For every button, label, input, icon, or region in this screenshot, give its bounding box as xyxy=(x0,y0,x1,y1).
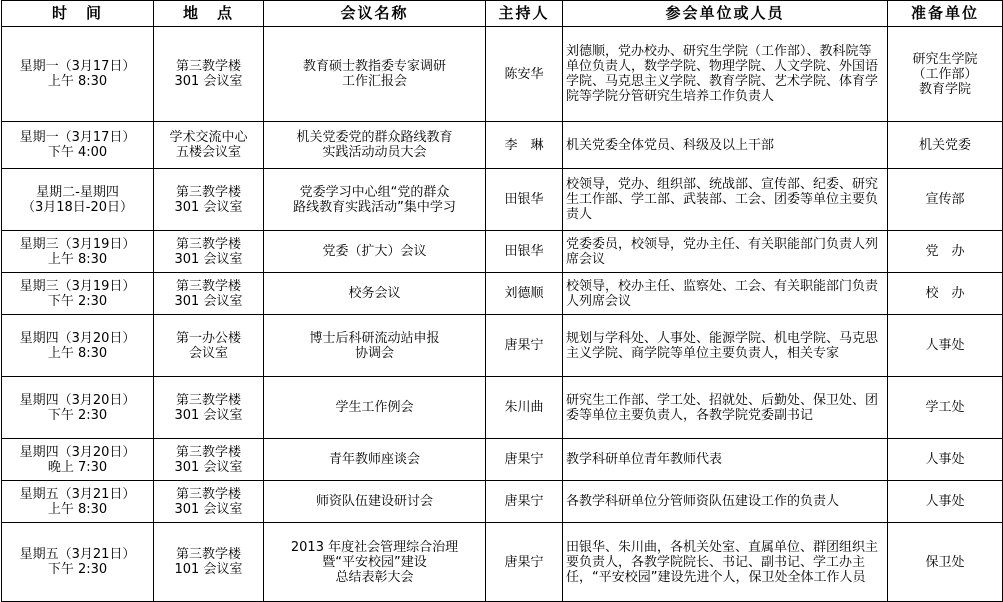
cell-place xyxy=(154,231,264,273)
cell-time xyxy=(2,273,154,315)
cell-meeting-name xyxy=(264,439,486,481)
header-organizer: 准备单位 xyxy=(888,1,1003,27)
cell-attendees: 刘德顺，党办校办、研究生学院（工作部）、教科院等单位负责人，数学学院、物理学院、人文学院、外国语学院、马克思主义学院、教育学院、艺术学院、体育学院等学院分管研究生培养工作负责人 xyxy=(563,27,888,122)
cell-organizer xyxy=(888,439,1003,481)
cell-time-line: 星期一（3月17日） xyxy=(19,59,136,74)
cell-time-line: （3月18日-20日） xyxy=(21,199,134,215)
cell-place-line: 101 会议室 xyxy=(174,562,243,577)
header-meeting-name: 会议名称 xyxy=(264,1,486,27)
cell-meeting-name-line: 机关党委党的群众路线教育 xyxy=(296,130,453,145)
cell-organizer-line: 人事处 xyxy=(925,338,965,353)
cell-time-line: 下午 2:30 xyxy=(47,293,108,309)
cell-organizer-line: 保卫处 xyxy=(925,554,965,570)
cell-meeting-name-line: 党委（扩大）会议 xyxy=(322,244,427,259)
cell-host: 唐果宁 xyxy=(486,481,563,523)
cell-meeting-name xyxy=(264,27,486,122)
cell-time xyxy=(2,122,154,169)
cell-organizer-line: 宣传部 xyxy=(925,192,965,207)
table-body xyxy=(2,27,1003,602)
cell-place-line: 学术交流中心 xyxy=(169,130,248,145)
cell-time-line: 下午 2:30 xyxy=(47,407,108,423)
cell-time-line: 上午 8:30 xyxy=(47,251,108,267)
cell-attendees: 田银华、朱川曲，各机关处室、直属单位、群团组织主要负责人，各教学院院长、书记、副书记、学工办主任，“平安校园”建设先进个人，保卫处全体工作人员 xyxy=(563,523,888,602)
cell-time-line: 星期三（3月19日） xyxy=(19,278,136,294)
cell-meeting-name-line: 校务会议 xyxy=(348,286,401,301)
cell-time-line: 下午 4:00 xyxy=(47,145,108,160)
cell-time-line: 星期二-星期四 xyxy=(36,184,119,200)
cell-time-line: 下午 2:30 xyxy=(47,562,108,577)
table-row xyxy=(2,273,1003,315)
cell-time-line: 星期一（3月17日） xyxy=(19,130,136,145)
cell-place-line: 301 会议室 xyxy=(174,74,243,89)
cell-attendees: 校领导，校办主任、监察处、工会、有关职能部门负责人列席会议 xyxy=(563,273,888,315)
cell-time xyxy=(2,231,154,273)
cell-place-line: 第三教学楼 xyxy=(175,392,241,408)
cell-time-line: 上午 8:30 xyxy=(47,74,108,89)
cell-place-line: 301 会议室 xyxy=(174,501,243,517)
cell-meeting-name xyxy=(264,315,486,377)
cell-organizer xyxy=(888,523,1003,602)
cell-place-line: 第三教学楼 xyxy=(175,184,241,200)
cell-time-line: 上午 8:30 xyxy=(47,345,108,361)
cell-organizer xyxy=(888,27,1003,122)
cell-attendees: 各教学科研单位分管师资队伍建设工作的负责人 xyxy=(563,481,888,523)
cell-organizer-line: 人事处 xyxy=(925,452,965,467)
cell-host: 李 琳 xyxy=(486,122,563,169)
cell-time-line: 星期四（3月20日） xyxy=(19,444,136,460)
cell-meeting-name-line: 师资队伍建设研讨会 xyxy=(315,494,433,509)
cell-organizer-line: 党 办 xyxy=(925,244,965,259)
cell-place-line: 第三教学楼 xyxy=(175,236,241,252)
cell-place-line: 第三教学楼 xyxy=(175,278,241,294)
cell-organizer xyxy=(888,481,1003,523)
cell-host: 田银华 xyxy=(486,231,563,273)
cell-organizer xyxy=(888,377,1003,439)
cell-place xyxy=(154,439,264,481)
cell-time-line: 星期四（3月20日） xyxy=(19,330,136,346)
cell-place-line: 301 会议室 xyxy=(174,459,243,475)
cell-place xyxy=(154,27,264,122)
cell-host: 唐果宁 xyxy=(486,523,563,602)
cell-organizer-line: 校 办 xyxy=(925,286,965,301)
cell-host: 唐果宁 xyxy=(486,439,563,481)
cell-meeting-name-line: 党委学习中心组“党的群众 xyxy=(299,184,450,200)
cell-meeting-name xyxy=(264,273,486,315)
cell-attendees: 教学科研单位青年教师代表 xyxy=(563,439,888,481)
cell-place xyxy=(154,273,264,315)
cell-place-line: 301 会议室 xyxy=(174,293,243,309)
cell-time-line: 星期五（3月21日） xyxy=(19,486,136,502)
cell-meeting-name-line: 协调会 xyxy=(354,345,394,361)
cell-time xyxy=(2,377,154,439)
cell-meeting-name-line: 工作汇报会 xyxy=(341,74,407,89)
table-row xyxy=(2,122,1003,169)
cell-time-line: 上午 8:30 xyxy=(47,501,108,517)
cell-time xyxy=(2,27,154,122)
table-row xyxy=(2,27,1003,122)
cell-meeting-name xyxy=(264,231,486,273)
cell-meeting-name xyxy=(264,169,486,231)
cell-organizer xyxy=(888,122,1003,169)
cell-place xyxy=(154,377,264,439)
cell-meeting-name xyxy=(264,523,486,602)
cell-place-line: 会议室 xyxy=(188,345,228,361)
cell-meeting-name-line: 学生工作例会 xyxy=(335,400,414,415)
cell-place-line: 五楼会议室 xyxy=(175,145,241,160)
cell-place-line: 301 会议室 xyxy=(174,251,243,267)
cell-place-line: 第三教学楼 xyxy=(175,444,241,460)
cell-place-line: 301 会议室 xyxy=(174,407,243,423)
cell-time xyxy=(2,315,154,377)
cell-place xyxy=(154,481,264,523)
cell-time-line: 星期三（3月19日） xyxy=(19,236,136,252)
table-row xyxy=(2,315,1003,377)
cell-place-line: 第三教学楼 xyxy=(175,547,241,562)
cell-meeting-name-line: 博士后科研流动站申报 xyxy=(309,330,440,346)
cell-host: 刘德顺 xyxy=(486,273,563,315)
cell-organizer xyxy=(888,231,1003,273)
cell-attendees: 研究生工作部、学工处、招就处、后勤处、保卫处、团委等单位主要负责人，各教学院党委副书记 xyxy=(563,377,888,439)
header-attendees: 参会单位或人员 xyxy=(563,1,888,27)
cell-organizer-line: （工作部） xyxy=(912,66,978,82)
cell-place-line: 第一办公楼 xyxy=(175,330,241,346)
cell-place-line: 第三教学楼 xyxy=(175,59,241,74)
cell-place xyxy=(154,122,264,169)
cell-attendees: 党委委员，校领导，党办主任、有关职能部门负责人列席会议 xyxy=(563,231,888,273)
cell-organizer xyxy=(888,315,1003,377)
cell-place xyxy=(154,315,264,377)
cell-meeting-name-line: 暨“平安校园”建设 xyxy=(322,554,427,570)
cell-place xyxy=(154,169,264,231)
cell-place xyxy=(154,523,264,602)
table-row xyxy=(2,481,1003,523)
cell-time-line: 星期五（3月21日） xyxy=(19,547,136,562)
cell-time xyxy=(2,523,154,602)
table-row xyxy=(2,377,1003,439)
cell-time xyxy=(2,481,154,523)
header-place: 地 点 xyxy=(154,1,264,27)
header-time: 时 间 xyxy=(2,1,154,27)
table-row xyxy=(2,523,1003,602)
cell-meeting-name xyxy=(264,481,486,523)
table-row xyxy=(2,231,1003,273)
cell-meeting-name-line: 2013 年度社会管理综合治理 xyxy=(290,539,459,555)
cell-place-line: 第三教学楼 xyxy=(175,486,241,502)
cell-organizer-line: 教育学院 xyxy=(918,81,971,97)
cell-place-line: 301 会议室 xyxy=(174,199,243,215)
cell-meeting-name-line: 总结表彰大会 xyxy=(335,569,414,585)
cell-time-line: 晚上 7:30 xyxy=(47,459,108,475)
cell-organizer xyxy=(888,169,1003,231)
cell-time xyxy=(2,169,154,231)
cell-meeting-name xyxy=(264,122,486,169)
cell-meeting-name xyxy=(264,377,486,439)
cell-meeting-name-line: 青年教师座谈会 xyxy=(328,452,420,467)
table-row xyxy=(2,439,1003,481)
cell-organizer xyxy=(888,273,1003,315)
cell-organizer-line: 机关党委 xyxy=(918,137,971,153)
cell-meeting-name-line: 实践活动动员大会 xyxy=(322,145,427,160)
cell-attendees: 校领导，党办、组织部、统战部、宣传部、纪委、研究生工作部、学工部、武装部、工会、团委等单位主要负责人 xyxy=(563,169,888,231)
table-header xyxy=(2,1,1003,27)
cell-time-line: 星期四（3月20日） xyxy=(19,392,136,408)
cell-organizer-line: 人事处 xyxy=(925,494,965,509)
cell-host: 朱川曲 xyxy=(486,377,563,439)
cell-meeting-name-line: 路线教育实践活动”集中学习 xyxy=(293,199,456,215)
header-row xyxy=(2,1,1003,27)
meeting-schedule-table xyxy=(1,0,1003,602)
header-host: 主持人 xyxy=(486,1,563,27)
cell-host: 陈安华 xyxy=(486,27,563,122)
cell-time xyxy=(2,439,154,481)
cell-meeting-name-line: 教育硕士教指委专家调研 xyxy=(302,59,446,74)
cell-attendees: 机关党委全体党员、科级及以上干部 xyxy=(563,122,888,169)
table-row xyxy=(2,169,1003,231)
cell-host: 田银华 xyxy=(486,169,563,231)
cell-host: 唐果宁 xyxy=(486,315,563,377)
cell-organizer-line: 研究生学院 xyxy=(912,51,978,67)
cell-organizer-line: 学工处 xyxy=(925,400,965,415)
cell-attendees: 规划与学科处、人事处、能源学院、机电学院、马克思主义学院、商学院等单位主要负责人，相关专家 xyxy=(563,315,888,377)
